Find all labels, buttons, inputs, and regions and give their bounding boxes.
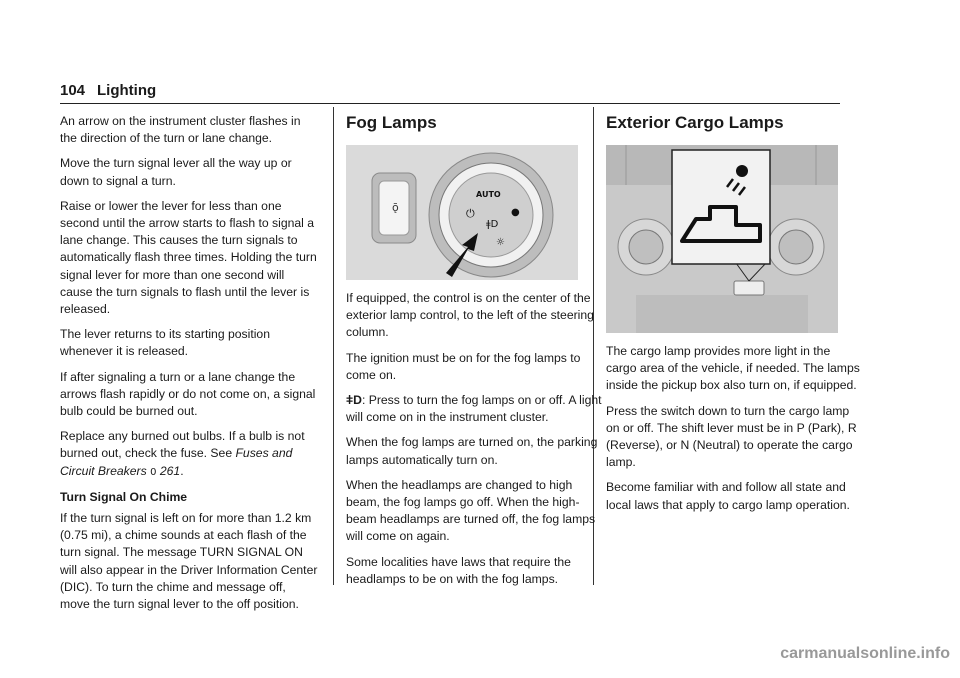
column-cargo-lamps (606, 113, 864, 522)
column-turn-signal (60, 113, 318, 621)
svg-text:☼: ☼ (496, 237, 505, 248)
paragraph: When the headlamps are changed to high beam, the fog lamps go off. When the high-beam headlamps are turned off, the fog lamps will come on again. (346, 477, 596, 544)
paragraph: If the turn signal is left on for more than 1.2 km (0.75 mi), a chime sounds at each flash of the turn signal. The message TURN SIGNAL ON will also appear in the Driver Information Center (DIC). To turn the chime and message off, move the turn signal lever to the off position. (60, 511, 318, 612)
column-divider-1 (333, 107, 334, 585)
heading-fog-lamps: Fog Lamps (346, 113, 437, 132)
page-number: 104 (60, 82, 86, 99)
paragraph: Press the switch down to turn the cargo lamp on or off. The shift lever must be in P (Park), R (Reverse), or N (Neutral) to operate the cargo lamp. (606, 403, 857, 470)
paragraph: Become familiar with and follow all state and local laws that apply to cargo lamp operation. (606, 480, 850, 512)
page-ref[interactable]: 261 (159, 463, 181, 478)
cargo-lamp-illustration (606, 145, 838, 333)
fog-lamp-control-image (346, 145, 578, 280)
fog-lamp-illustration (346, 145, 578, 280)
paragraph: An arrow on the instrument cluster flashes in the direction of the turn or lane change. (60, 114, 301, 146)
paragraph: Move the turn signal lever all the way up or down to signal a turn. (60, 156, 292, 188)
paragraph-fuse-reference: Replace any burned out bulbs. If a bulb is not burned out, check the fuse. See Fuses and Circuit Breakers 0 261. (60, 429, 305, 478)
page-header (60, 82, 840, 104)
subheading: Turn Signal On Chime (60, 489, 188, 504)
header-divider (60, 103, 840, 104)
paragraph: Raise or lower the lever for less than one second until the arrow starts to flash to signal a lane change. This causes the turn signals to automatically flash three times. Holding the turn signal lever for more than one second will cause the turn signals to flash until the lever is released. (60, 198, 317, 317)
section-title: Lighting (97, 82, 157, 99)
paragraph: The ignition must be on for the fog lamps to come on. (346, 350, 581, 382)
paragraph: Some localities have laws that require the headlamps to be on with the fog lamps. (346, 554, 571, 586)
column-fog-lamps (346, 113, 604, 596)
svg-text:ǭ: ǭ (392, 201, 399, 214)
heading-cargo-lamps: Exterior Cargo Lamps (606, 113, 784, 132)
page-ref-arrow-icon: 0 (150, 466, 157, 478)
svg-text:ǂD: ǂD (486, 219, 499, 230)
fuses-link[interactable]: Fuses and Circuit Breakers (60, 446, 293, 478)
svg-text:⏻: ⏻ (466, 207, 475, 220)
watermark: carmanualsonline.info (780, 645, 950, 662)
paragraph: When the fog lamps are turned on, the parking lamps automatically turn on. (346, 435, 598, 467)
fog-lamp-icon: ǂD (346, 393, 362, 408)
paragraph: If equipped, the control is on the center of the exterior lamp control, to the left of the steering column. (346, 291, 594, 340)
text: : Press to turn the fog lamps on or off. A light will come on in the instrument cluster. (346, 393, 602, 425)
paragraph-fog-button (346, 392, 604, 426)
paragraph: If after signaling a turn or a lane change the arrows flash rapidly or do not come on, a signal bulb could be burned out. (60, 369, 316, 419)
cargo-lamp-switch-image (606, 145, 838, 333)
paragraph: The lever returns to its starting position whenever it is released. (60, 327, 270, 359)
auto-label: AUTO (476, 190, 501, 199)
svg-text:●: ● (511, 207, 520, 218)
text: Replace any burned out bulbs. If a bulb is not burned out, check the fuse. See (60, 429, 305, 461)
paragraph: The cargo lamp provides more light in the cargo area of the vehicle, if needed. The lamps inside the pickup box also turn on, if equipped. (606, 344, 860, 393)
